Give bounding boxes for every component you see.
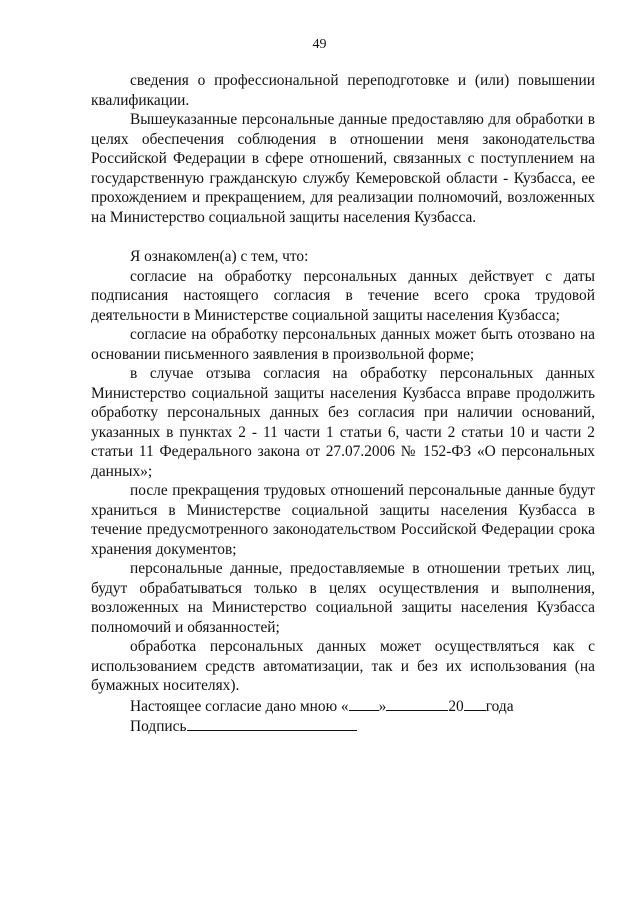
signature-label: Подпись (130, 718, 187, 735)
signature-line (91, 716, 595, 737)
spacer (91, 227, 595, 247)
paragraph-acknowledgement: Я ознакомлен(а) с тем, что: (130, 248, 309, 265)
consent-date-suffix: года (485, 697, 514, 715)
paragraph-processing-methods: обработка персональных данных может осуществляться как с использованием средств автоматизации, так и без их использования (на бумажных носителях). (91, 638, 595, 694)
signature-blank-field[interactable] (187, 716, 357, 731)
paragraph-consent-validity: согласие на обработку персональных данных действует с даты подписания настоящего согласия в течение всего срока трудовой деятельности в Министерстве социальной защиты населения Кузбасса; (91, 267, 595, 324)
document-body (91, 71, 595, 737)
paragraph-third-parties: персональные данные, предоставляемые в отношении третьих лиц, будут обрабатываться только в целях осуществления и выполнения, возложенных на Министерство социальной защиты населения Кузбасса полномочий и обязанностей; (91, 560, 595, 636)
consent-date-line (91, 696, 595, 717)
paragraph-consent-revocation: согласие на обработку персональных данных может быть отозвано на основании письменного заявления в произвольной форме; (91, 326, 595, 363)
consent-date-prefix: Настоящее согласие дано мною « (130, 697, 349, 715)
paragraph-revocation-processing: в случае отзыва согласия на обработку персональных данных Министерство социальной защиты населения Кузбасса вправе продолжить обработку персональных данных без согласия при наличии оснований, указанных в пунктах 2 - 11 части 1 статьи 6, части 2 статьи 10 и части 2 статьи 11 Федерального закона от 27.07.2006 № 152-ФЗ «О персональных данных»; (91, 365, 595, 480)
year-blank-field[interactable] (464, 696, 486, 711)
day-blank-field[interactable] (349, 696, 379, 711)
paragraph-purpose: Вышеуказанные персональные данные предоставляю для обработки в целях обеспечения соблюдения в отношении меня законодательства Российской Федерации в сфере отношений, связанных с поступлением на государственную гражданскую службу Кемеровской области - Кузбасса, ее прохождением и прекращением, для реализации полномочий, возложенных на Министерство социальной защиты населения Кузбасса. (91, 111, 595, 226)
consent-date-century: 20 (448, 697, 464, 715)
paragraph-qualification-tail: сведения о профессиональной переподготовке и (или) повышении квалификации. (91, 72, 595, 109)
paragraph-storage-after-termination: после прекращения трудовых отношений персональные данные будут храниться в Министерстве социальной защиты населения Кузбасса в течение предусмотренного законодательством Российской Федерации срока хранения документов; (91, 482, 595, 558)
page-number: 49 (312, 37, 327, 52)
month-blank-field[interactable] (386, 696, 448, 711)
consent-date-quote-close: » (378, 697, 387, 715)
